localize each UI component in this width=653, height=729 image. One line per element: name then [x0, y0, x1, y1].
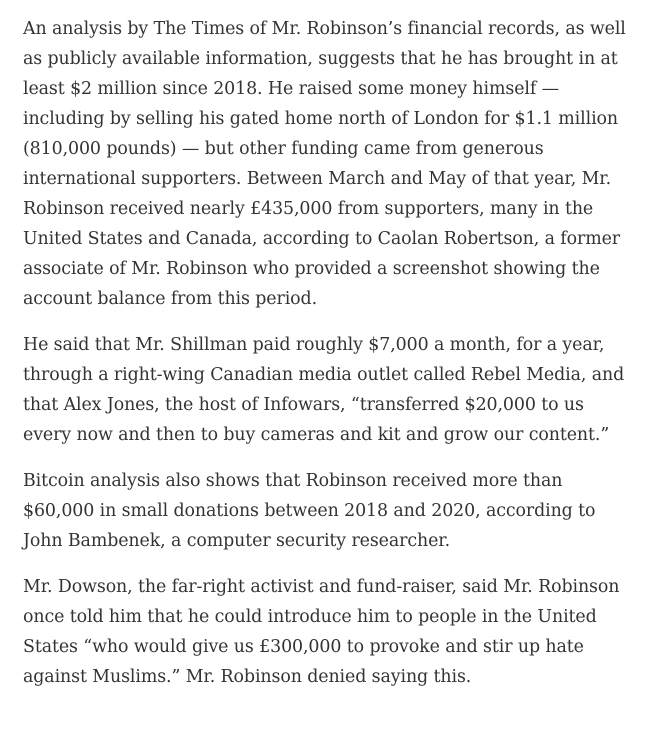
article-body: [23, 14, 633, 692]
article-paragraph-3: Bitcoin analysis also shows that Robinson received more than $60,000 in small donations between 2018 and 2020, according to John Bambenek, a computer security researcher.: [23, 471, 596, 551]
article-paragraph-1: An analysis by The Times of Mr. Robinson’s financial records, as well as publicly available information, suggests that he has brought in at least $2 million since 2018. He raised some money himself — including by selling his gated home north of London for $1.1 million (810,000 pounds) — but other funding came from generous international supporters. Between March and May of that year, Mr. Robinson received nearly £435,000 from supporters, many in the United States and Canada, according to Caolan Robertson, a former associate of Mr. Robinson who provided a screenshot showing the account balance from this period.: [23, 19, 626, 309]
article-paragraph-2: He said that Mr. Shillman paid roughly $7,000 a month, for a year, through a right-wing Canadian media outlet called Rebel Media, and that Alex Jones, the host of Infowars, “transferred $20,000 to us every now and then to buy cameras and kit and grow our content.”: [23, 335, 625, 445]
article-paragraph-4: Mr. Dowson, the far-right activist and fund-raiser, said Mr. Robinson once told him that he could introduce him to people in the United States “who would give us £300,000 to provoke and stir up hate against Muslims.” Mr. Robinson denied saying this.: [23, 577, 620, 687]
